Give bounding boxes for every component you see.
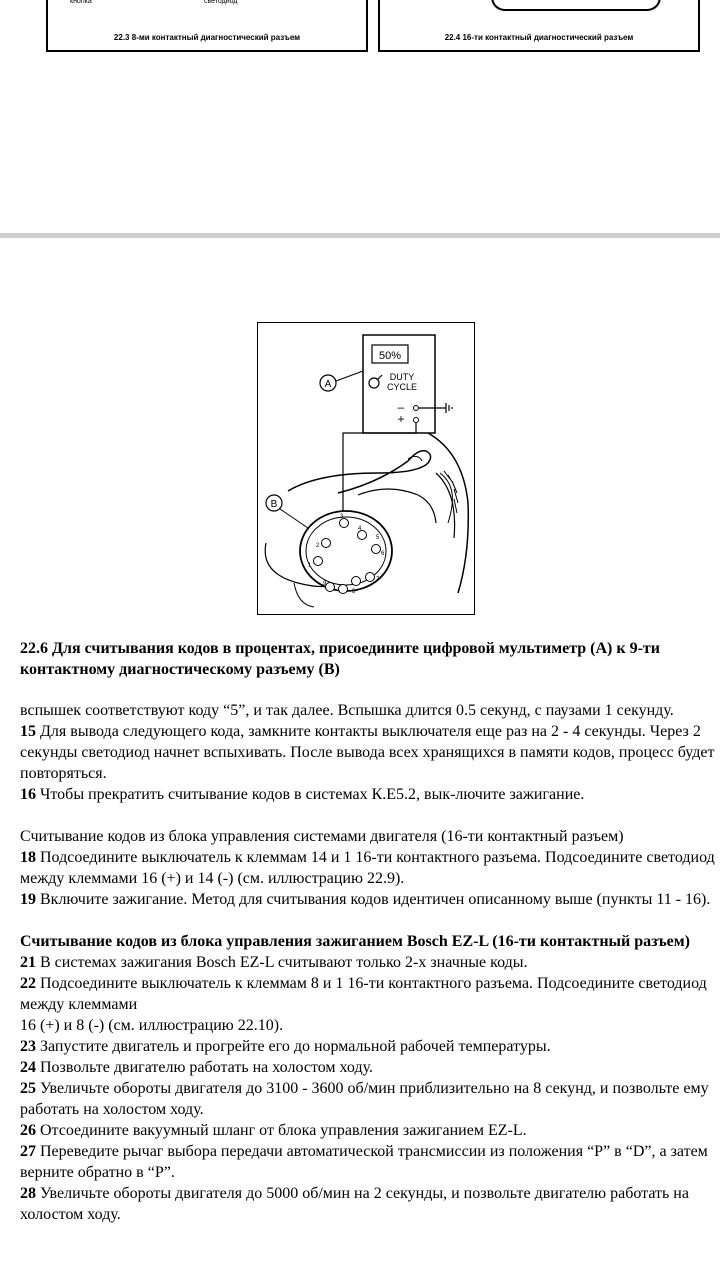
- callout-a-label: A: [324, 379, 332, 390]
- pin-label-8: 8: [352, 589, 356, 595]
- body-text: [20, 700, 720, 1225]
- figure-22-4-caption: 22.4 16-ти контактный диагностический разъем: [444, 33, 634, 42]
- multimeter-connection-diagram: [258, 323, 473, 613]
- paragraph-22: 22 Подсоедините выключатель к клеммам 8 и 1 16-ти контактного разъема. Подсоедините светодиод между клеммами: [20, 975, 707, 1013]
- top-figures-strip: [0, 0, 720, 60]
- section-2-heading: Считывание кодов из блока управления зажиганием Bosch EZ-L (16-ти контактный разъем): [20, 933, 690, 950]
- paragraph-21: 21 В системах зажигания Bosch EZ-L считывают только 2-х значные коды.: [20, 954, 528, 971]
- paragraph-28: 28 Увеличьте обороты двигателя до 5000 об/мин на 2 секунды, и позвольте двигателю работать на холостом ходу.: [20, 1185, 689, 1223]
- figure-22-3: [46, 0, 368, 52]
- paragraph-25: 25 Увеличьте обороты двигателя до 3100 - 3600 об/мин приблизительно на 8 секунд, и позвольте ему работать на холостом ходу.: [20, 1080, 709, 1118]
- mode-line-2: CYCLE: [386, 382, 418, 392]
- paragraph-continuation: вспышек соответствуют коду “5”, и так далее. Вспышка длится 0.5 секунд, с паузами 1 секунду.: [20, 702, 674, 719]
- figure-22-6-caption: 22.6 Для считывания кодов в процентах, присоедините цифровой мультиметр (А) к 9-ти контактному диагностическому разъему (B): [20, 640, 660, 678]
- pin-label-2: 2: [316, 543, 320, 549]
- paragraph-19: 19 Включите зажигание. Метод для считывания кодов идентичен описанному выше (пункты 11 - 16).: [20, 891, 711, 908]
- mode-line-1: DUTY: [389, 372, 415, 382]
- page-divider: [0, 233, 720, 238]
- section-1-heading: Считывание кодов из блока управления системами двигателя (16-ти контактный разъем): [20, 828, 624, 845]
- display-value: 50%: [378, 350, 402, 362]
- plus-terminal-label: +: [397, 412, 405, 426]
- minus-terminal-label: –: [397, 400, 405, 414]
- figure-22-4: [378, 0, 700, 52]
- pin-label-9: 9: [323, 581, 327, 587]
- paragraph-18: 18 Подсоедините выключатель к клеммам 14 и 1 16-ти контактного разъема. Подсоедините светодиод между клеммами 16 (+) и 14 (-) (см. иллюстрацию 22.9).: [20, 849, 715, 887]
- label-button: кнопка: [70, 0, 92, 5]
- pin-label-6: 6: [381, 551, 385, 557]
- paragraph-15: 15 Для вывода следующего кода, замкните контакты выключателя еще раз на 2 - 4 секунды. Через 2 секунды светодиод начнет вспыхивать. После вывода всех хранящихся в памяти кодов, процесс будет повторяться.: [20, 723, 715, 782]
- pin-label-5: 5: [376, 535, 380, 541]
- figure-22-6: [257, 322, 475, 615]
- callout-b-label: B: [270, 499, 278, 510]
- pin-label-4: 4: [358, 526, 362, 532]
- paragraph-22-cont: 16 (+) и 8 (-) (см. иллюстрацию 22.10).: [20, 1017, 284, 1034]
- paragraph-23: 23 Запустите двигатель и прогрейте его до нормальной рабочей температуры.: [20, 1038, 551, 1055]
- bracket-sketch: [288, 451, 431, 493]
- paragraph-26: 26 Отсоедините вакуумный шланг от блока управления зажиганием EZ-L.: [20, 1122, 527, 1139]
- paragraph-16: 16 Чтобы прекратить считывание кодов в системах К.E5.2, вык-лючите зажигание.: [20, 786, 585, 803]
- paragraph-27: 27 Переведите рычаг выбора передачи автоматической трансмиссии из положения “P” в “D”, а затем верните обратно в “P”.: [20, 1143, 708, 1181]
- pin-label-1: 1: [308, 563, 312, 569]
- pin-label-3: 3: [340, 514, 344, 520]
- pin-numbers: [486, 0, 662, 12]
- paragraph-24: 24 Позвольте двигателю работать на холостом ходу.: [20, 1059, 374, 1076]
- pin-label-7: 7: [376, 577, 380, 583]
- figure-22-3-caption: 22.3 8-ми контактный диагностический разъем: [113, 33, 301, 42]
- label-led: светодиод: [204, 0, 238, 5]
